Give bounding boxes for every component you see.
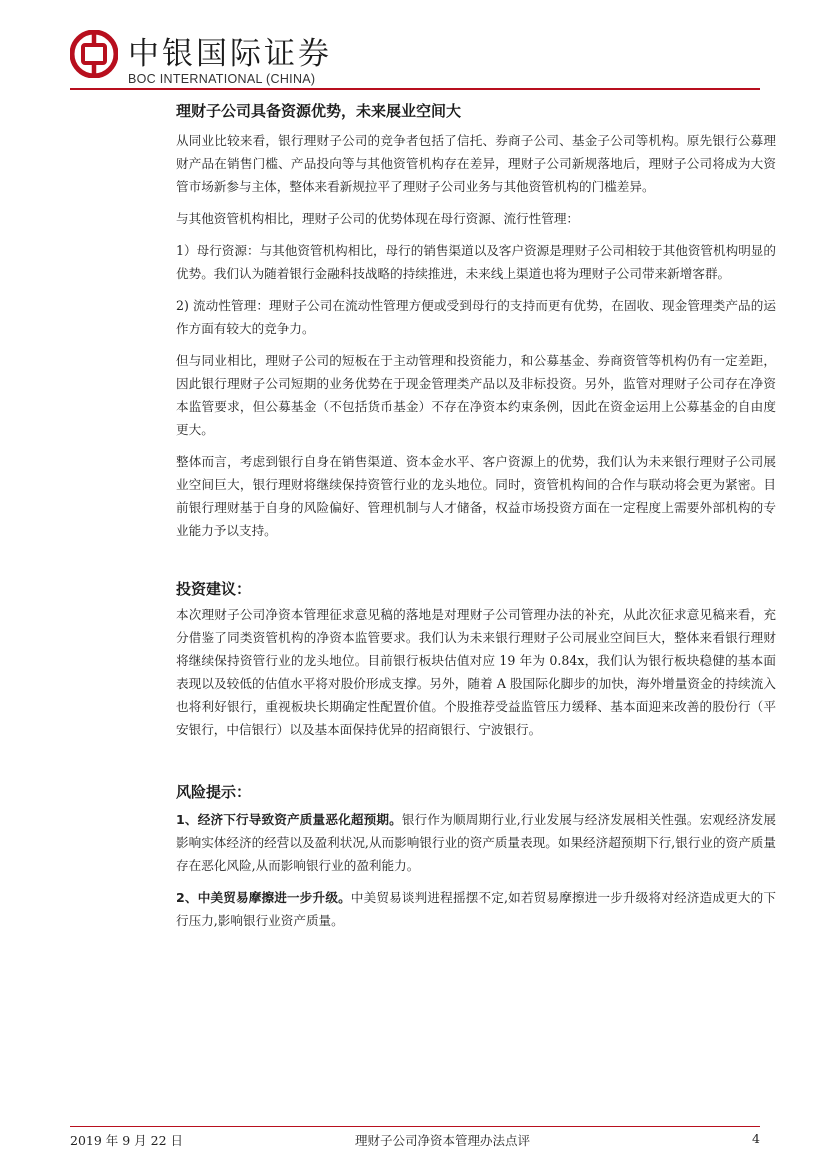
section-title-investment: 投资建议：	[176, 580, 252, 598]
paragraph: 从同业比较来看，银行理财子公司的竞争者包括了信托、券商子公司、基金子公司等机构。原先银行公募理财产品在销售门槛、产品投向等与其他资管机构存在差异，理财子公司新规落地后，理财子公司将成为大资管市场新参与主体，整体来看新规拉平了理财子公司业务与其他资管机构的门槛差异。	[176, 133, 776, 194]
header-divider	[70, 88, 760, 90]
risk-item-text: 中美贸易谈判进程摇摆不定,如若贸易摩擦进一步升级将对经济造成更大的下行压力,影响银行业资产质量。	[176, 890, 776, 928]
brand-name-en: BOC INTERNATIONAL (CHINA)	[128, 72, 316, 86]
page-number: 4	[752, 1131, 760, 1146]
footer-doc-title: 理财子公司净资本管理办法点评	[355, 1133, 531, 1148]
boc-logo-icon	[70, 30, 118, 78]
paragraph: 1）母行资源：与其他资管机构相比，母行的销售渠道以及客户资源是理财子公司相较于其他资管机构明显的优势。我们认为随着银行金融科技战略的持续推进，未来线上渠道也将为理财子公司带来新增客群。	[176, 243, 776, 281]
paragraph: 与其他资管机构相比，理财子公司的优势体现在母行资源、流行性管理：	[176, 211, 579, 226]
footer-divider	[70, 1126, 760, 1127]
brand-name-cn: 中银国际证券	[128, 36, 332, 72]
paragraph: 2) 流动性管理：理财子公司在流动性管理方便或受到母行的支持而更有优势，在固收、现金管理类产品的运作方面有较大的竞争力。	[176, 298, 776, 336]
risk-item-text: 银行作为顺周期行业,行业发展与经济发展相关性强。宏观经济发展影响实体经济的经营以及盈利状况,从而影响银行业的资产质量表现。如果经济超预期下行,银行业的资产质量存在恶化风险,从而影响银行业的盈利能力。	[176, 812, 776, 873]
risk-item-heading: 1、经济下行导致资产质量恶化超预期。	[176, 812, 402, 827]
paragraph: 整体而言，考虑到银行自身在销售渠道、资本金水平、客户资源上的优势，我们认为未来银行理财子公司展业空间巨大，银行理财将继续保持资管行业的龙头地位。同时，资管机构间的合作与联动将会更为紧密。目前银行理财基于自身的风险偏好、管理机制与人才储备，权益市场投资方面在一定程度上需要外部机构的专业能力予以支持。	[176, 454, 776, 538]
section-title-advantage: 理财子公司具备资源优势，未来展业空间大	[176, 102, 462, 120]
risk-item	[176, 886, 776, 932]
footer-date: 2019 年 9 月 22 日	[70, 1133, 184, 1148]
main-content	[176, 100, 776, 932]
section-title-risk: 风险提示：	[176, 783, 252, 801]
risk-item	[176, 808, 776, 877]
paragraph: 但与同业相比，理财子公司的短板在于主动管理和投资能力，和公募基金、券商资管等机构仍有一定差距，因此银行理财子公司短期的业务优势在于现金管理类产品以及非标投资。另外，监管对理财子公司存在净资本监管要求，但公募基金（不包括货币基金）不存在净资本约束条例，因此在资金运用上公募基金的自由度更大。	[176, 353, 776, 437]
risk-item-heading: 2、中美贸易摩擦进一步升级。	[176, 890, 351, 905]
paragraph: 本次理财子公司净资本管理征求意见稿的落地是对理财子公司管理办法的补充，从此次征求意见稿来看，充分借鉴了同类资管机构的净资本监管要求。我们认为未来银行理财子公司展业空间巨大，整体来看银行理财将继续保持资管行业的龙头地位。目前银行板块估值对应 19 年为 0.84x，我们认为银行板块稳健的基本面表现以及较低的估值水平将对股价形成支撑。另外，随着 A 股国际化脚步的加快，海外增量资金的持续流入也将利好银行，重视板块长期确定性配置价值。个股推荐受益监管压力缓释、基本面迎来改善的股份行（平安银行，中信银行）以及基本面保持优异的招商银行、宁波银行。	[176, 607, 776, 737]
